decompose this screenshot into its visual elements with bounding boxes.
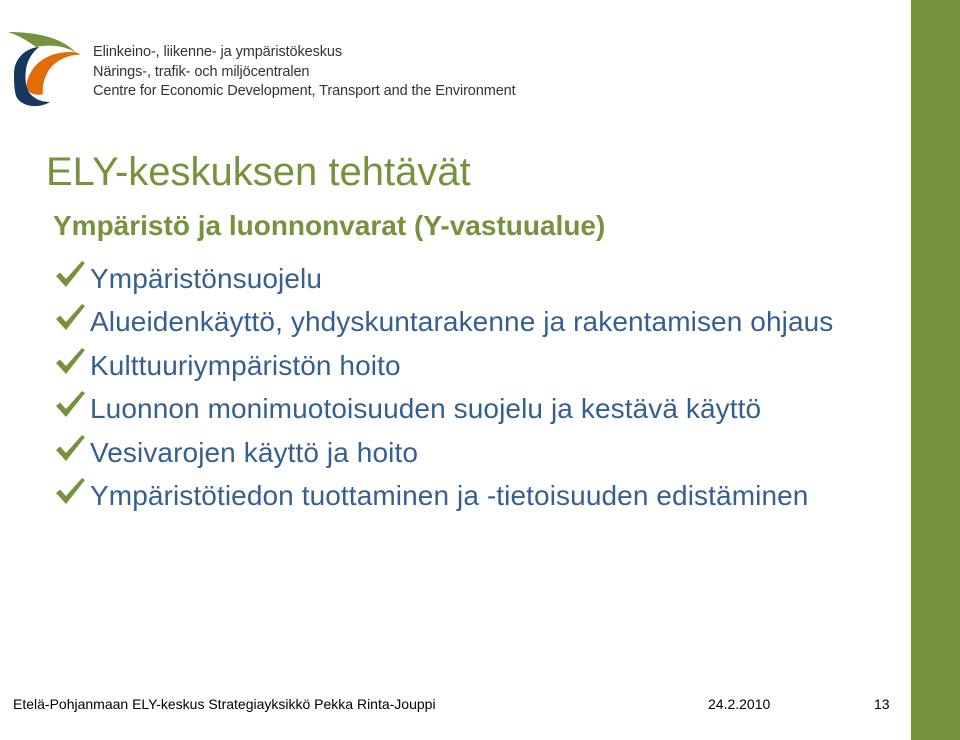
footer-date: 24.2.2010 — [708, 696, 771, 712]
page-number: 13 — [874, 696, 890, 712]
checkmark-icon — [54, 259, 86, 291]
list-item-text: Luonnon monimuotoisuuden suojelu ja kestävä käyttö — [90, 393, 762, 425]
checkmark-icon — [54, 346, 86, 378]
task-list — [54, 257, 833, 518]
list-item-text: Ympäristönsuojelu — [90, 262, 323, 294]
list-item-text: Kulttuuriympäristön hoito — [90, 349, 401, 381]
list-item — [54, 257, 833, 301]
slide-subtitle: Ympäristö ja luonnonvarat (Y-vastuualue) — [53, 210, 606, 241]
list-item — [54, 301, 833, 345]
org-name-finnish: Elinkeino-, liikenne- ja ympäristökeskus — [93, 44, 343, 60]
checkmark-icon — [54, 302, 86, 334]
footer-author: Etelä-Pohjanmaan ELY-keskus Strategiayksikkö Pekka Rinta-Jouppi — [13, 696, 436, 712]
organization-names — [93, 43, 516, 102]
list-item — [54, 388, 833, 432]
org-name-english: Centre for Economic Development, Transport and the Environment — [93, 83, 516, 99]
ely-logo-icon — [6, 30, 82, 110]
checkmark-icon — [54, 433, 86, 465]
list-item-text: Ympäristötiedon tuottaminen ja -tietoisuuden edistäminen — [90, 480, 809, 512]
list-item — [54, 344, 833, 388]
slide-title: ELY-keskuksen tehtävät — [46, 150, 471, 194]
list-item — [54, 431, 833, 475]
list-item — [54, 475, 833, 519]
checkmark-icon — [54, 476, 86, 508]
side-accent-bar — [911, 0, 960, 740]
list-item-text: Alueidenkäyttö, yhdyskuntarakenne ja rakentamisen ohjaus — [90, 306, 834, 338]
list-item-text: Vesivarojen käyttö ja hoito — [90, 436, 419, 468]
checkmark-icon — [54, 389, 86, 421]
org-name-swedish: Närings-, trafik- och miljöcentralen — [93, 63, 310, 80]
